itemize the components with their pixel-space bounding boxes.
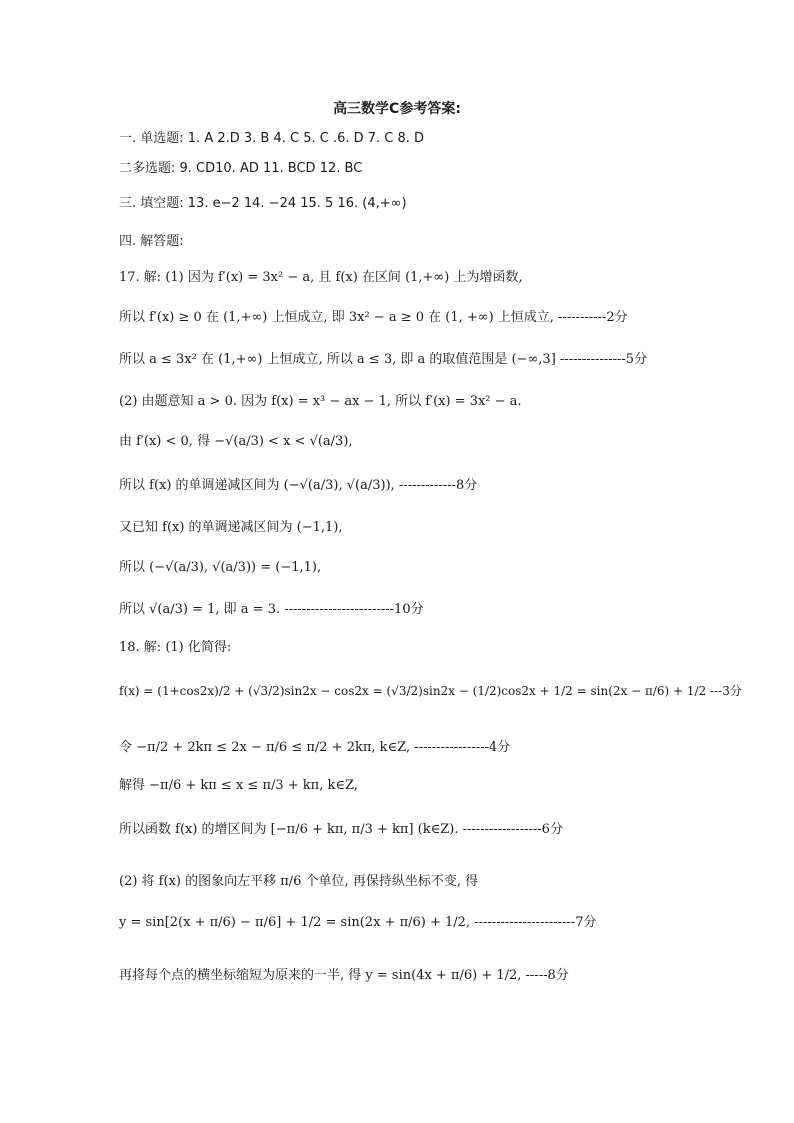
q17-line-9: 所以 √(a/3) = 1, 即 a = 3. -------------------------10分 — [119, 602, 424, 617]
q17-line-7: 又已知 f(x) 的单调递减区间为 (−1,1), — [119, 520, 343, 535]
q18-line-6: (2) 将 f(x) 的图象向左平移 π/6 个单位, 再保持纵坐标不变, 得 — [119, 874, 479, 889]
q18-line-2: f(x) = (1+cos2x)/2 + (√3/2)sin2x − cos2x = (√3/2)sin2x − (1/2)cos2x + 1/2 = sin(2x − π/6) + 1/2 ---3分 — [119, 684, 742, 698]
q17-line-4: (2) 由题意知 a > 0. 因为 f(x) = x³ − ax − 1, 所以 f′(x) = 3x² − a. — [119, 394, 522, 409]
q17-line-2: 所以 f′(x) ≥ 0 在 (1,+∞) 上恒成立, 即 3x² − a ≥ 0 在 (1, +∞) 上恒成立, -----------2分 — [119, 310, 628, 325]
q18-line-3: 令 −π/2 + 2kπ ≤ 2x − π/6 ≤ π/2 + 2kπ, k∈Z, -----------------4分 — [119, 740, 511, 755]
q18-line-8: 再将每个点的横坐标缩短为原来的一半, 得 y = sin(4x + π/6) + 1/2, -----8分 — [119, 968, 569, 983]
q17-line-3: 所以 a ≤ 3x² 在 (1,+∞) 上恒成立, 所以 a ≤ 3, 即 a 的取值范围是 (−∞,3] ---------------5分 — [119, 352, 648, 367]
q17-line-1: 17. 解: (1) 因为 f′(x) = 3x² − a, 且 f(x) 在区间 (1,+∞) 上为增函数, — [119, 270, 523, 285]
q18-line-1: 18. 解: (1) 化简得: — [119, 640, 232, 655]
q18-line-5: 所以函数 f(x) 的增区间为 [−π/6 + kπ, π/3 + kπ] (k∈Z). ------------------6分 — [119, 822, 563, 837]
q18-line-4: 解得 −π/6 + kπ ≤ x ≤ π/3 + kπ, k∈Z, — [119, 778, 358, 793]
section-single-choice: 一. 单选题: 1. A 2.D 3. B 4. C 5. C .6. D 7. C 8. D — [119, 131, 425, 146]
section-multi-choice: 二多选题: 9. CD10. AD 11. BCD 12. BC — [119, 161, 363, 176]
q18-line-7: y = sin[2(x + π/6) − π/6] + 1/2 = sin(2x + π/6) + 1/2, -----------------------7分 — [119, 915, 597, 930]
q17-line-5: 由 f′(x) < 0, 得 −√(a/3) < x < √(a/3), — [119, 434, 353, 449]
document-title: 高三数学C参考答案: — [333, 101, 461, 117]
section-fill-blank: 三. 填空题: 13. e−2 14. −24 15. 5 16. (4,+∞) — [119, 196, 407, 211]
section-solutions-heading: 四. 解答题: — [119, 234, 184, 249]
q17-line-6: 所以 f(x) 的单调递减区间为 (−√(a/3), √(a/3)), -------------8分 — [119, 478, 478, 493]
q17-line-8: 所以 (−√(a/3), √(a/3)) = (−1,1), — [119, 560, 322, 575]
